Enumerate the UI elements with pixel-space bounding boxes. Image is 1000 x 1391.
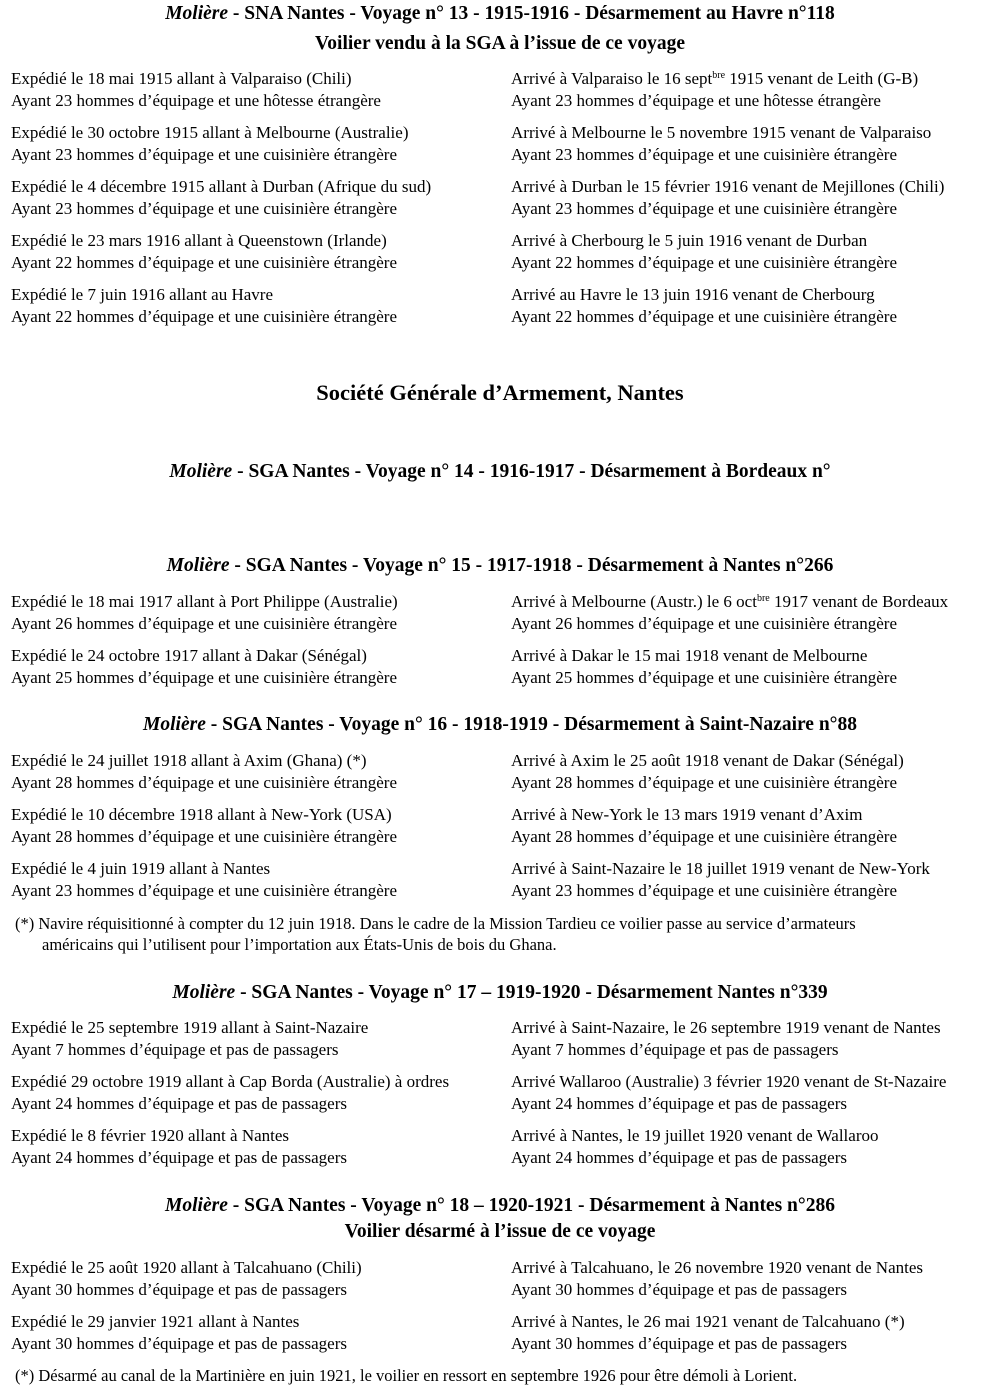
arrival-line: Arrivé à Nantes, le 19 juillet 1920 venant de Wallaroo (511, 1126, 879, 1145)
crew-line: Ayant 23 hommes d’équipage et une hôtesse étrangère (11, 91, 381, 110)
arrival-line: Arrivé à Melbourne (Austr.) le 6 oct$^{bre}$ 1917 venant de Bordeaux (511, 592, 949, 611)
arrival-entry (511, 230, 897, 274)
arrival-line: Arrivé à Durban le 15 février 1916 venant de Mejillones (Chili) (511, 177, 945, 196)
crew-line: Ayant 25 hommes d’équipage et une cuisinière étrangère (11, 668, 397, 687)
arrival-entry (511, 645, 897, 689)
departure-line: Expédié le 4 juin 1919 allant à Nantes (11, 859, 271, 878)
departure-entry (11, 68, 381, 112)
crew-line: Ayant 23 hommes d’équipage et une cuisinière étrangère (511, 199, 897, 218)
departure-line: Expédié le 4 décembre 1915 allant à Durban (Afrique du sud) (11, 177, 432, 196)
crew-line: Ayant 24 hommes d’équipage et pas de passagers (511, 1094, 847, 1113)
arrival-entry (511, 68, 918, 112)
arrival-entry (511, 1071, 946, 1115)
footnote-demolition (15, 1365, 975, 1386)
arrival-line: Arrivé au Havre le 13 juin 1916 venant de Cherbourg (511, 285, 875, 304)
voyage-title-text: - SGA Nantes - Voyage n° 18 – 1920-1921 - Désarmement à Nantes n°286 (227, 1195, 835, 1216)
ship-name: Molière (165, 3, 229, 24)
ship-name: Molière (165, 1195, 228, 1216)
crew-line: Ayant 26 hommes d’équipage et une cuisinière étrangère (11, 614, 397, 633)
arrival-entry (511, 858, 930, 902)
departure-entry (11, 122, 408, 166)
arrival-line: Arrivé à Cherbourg le 5 juin 1916 venant de Durban (511, 231, 868, 250)
crew-line: Ayant 24 hommes d’équipage et pas de passagers (11, 1148, 347, 1167)
arrival-entry (511, 1311, 905, 1355)
arrival-entry (511, 284, 897, 328)
arrival-line: Arrivé à Dakar le 15 mai 1918 venant de Melbourne (511, 646, 868, 665)
crew-line: Ayant 23 hommes d’équipage et une cuisinière étrangère (11, 199, 397, 218)
departure-entry (11, 176, 431, 220)
arrival-entry (511, 176, 944, 220)
voyage-title-text: - SGA Nantes - Voyage n° 14 - 1916-1917 - Désarmement à Bordeaux n° (232, 461, 831, 482)
crew-line: Ayant 7 hommes d’équipage et pas de passagers (511, 1040, 839, 1059)
crew-line: Ayant 22 hommes d’équipage et une cuisinière étrangère (511, 253, 897, 272)
departure-entry (11, 284, 397, 328)
departure-line: Expédié le 25 août 1920 allant à Talcahuano (Chili) (11, 1258, 362, 1277)
departure-line: Expédié le 24 juillet 1918 allant à Axim (Ghana) (*) (11, 751, 367, 770)
departure-line: Expédié le 24 octobre 1917 allant à Dakar (Sénégal) (11, 646, 367, 665)
crew-line: Ayant 23 hommes d’équipage et une cuisinière étrangère (11, 881, 397, 900)
voyage-title-text: - SGA Nantes - Voyage n° 16 - 1918-1919 - Désarmement à Saint-Nazaire n°88 (205, 714, 857, 735)
footnote-line: (*) Navire réquisitionné à compter du 12 juin 1918. Dans le cadre de la Mission Tardieu ce voilier passe au service d’armateurs (15, 914, 856, 933)
departure-entry (11, 1071, 449, 1115)
ship-name: Molière (166, 555, 230, 576)
arrival-line: Arrivé à Axim le 25 août 1918 venant de Dakar (Sénégal) (511, 751, 904, 770)
arrival-entry (511, 1125, 878, 1169)
departure-entry (11, 1125, 347, 1169)
crew-line: Ayant 30 hommes d’équipage et pas de passagers (511, 1280, 847, 1299)
departure-line: Expédié le 8 février 1920 allant à Nantes (11, 1126, 290, 1145)
voyage-18-subtitle: Voilier désarmé à l’issue de ce voyage (344, 1221, 656, 1242)
voyage-16-title (0, 712, 1000, 738)
arrival-line: Arrivé à Saint-Nazaire le 18 juillet 1919 venant de New-York (511, 859, 930, 878)
crew-line: Ayant 28 hommes d’équipage et une cuisinière étrangère (511, 827, 897, 846)
departure-entry (11, 1017, 368, 1061)
arrival-entry (511, 591, 948, 635)
company-heading: Société Générale d’Armement, Nantes (316, 380, 684, 405)
departure-line: Expédié le 23 mars 1916 allant à Queenstown (Irlande) (11, 231, 387, 250)
departure-entry (11, 1311, 347, 1355)
departure-line: Expédié le 18 mai 1917 allant à Port Philippe (Australie) (11, 592, 398, 611)
crew-line: Ayant 24 hommes d’équipage et pas de passagers (11, 1094, 347, 1113)
crew-line: Ayant 22 hommes d’équipage et une cuisinière étrangère (11, 253, 397, 272)
departure-entry (11, 750, 397, 794)
arrival-entry (511, 750, 904, 794)
voyage-title-text: - SGA Nantes - Voyage n° 15 - 1917-1918 - Désarmement à Nantes n°266 (229, 555, 834, 576)
departure-entry (11, 230, 397, 274)
voyage-13-title (0, 1, 1000, 27)
crew-line: Ayant 26 hommes d’équipage et une cuisinière étrangère (511, 614, 897, 633)
departure-line: Expédié le 10 décembre 1918 allant à New-York (USA) (11, 805, 392, 824)
crew-line: Ayant 23 hommes d’équipage et une cuisinière étrangère (511, 881, 897, 900)
ship-name: Molière (169, 461, 233, 482)
crew-line: Ayant 24 hommes d’équipage et pas de passagers (511, 1148, 847, 1167)
crew-line: Ayant 28 hommes d’équipage et une cuisinière étrangère (11, 773, 397, 792)
arrival-entry (511, 122, 931, 166)
crew-line: Ayant 23 hommes d’équipage et une cuisinière étrangère (511, 145, 897, 164)
arrival-entry (511, 1017, 941, 1061)
voyage-title-text: - SNA Nantes - Voyage n° 13 - 1915-1916 - Désarmement au Havre n°118 (228, 3, 835, 24)
departure-entry (11, 591, 398, 635)
arrival-line: Arrivé à Melbourne le 5 novembre 1915 venant de Valparaiso (511, 123, 932, 142)
voyage-14-title (0, 459, 1000, 485)
voyage-18-title (0, 1193, 1000, 1219)
voyage-17-title (0, 980, 1000, 1006)
departure-line: Expédié le 25 septembre 1919 allant à Saint-Nazaire (11, 1018, 369, 1037)
departure-entry (11, 1257, 362, 1301)
crew-line: Ayant 28 hommes d’équipage et une cuisinière étrangère (11, 827, 397, 846)
arrival-line: Arrivé à New-York le 13 mars 1919 venant d’Axim (511, 805, 863, 824)
departure-line: Expédié le 18 mai 1915 allant à Valparaiso (Chili) (11, 69, 352, 88)
crew-line: Ayant 25 hommes d’équipage et une cuisinière étrangère (511, 668, 897, 687)
departure-line: Expédié le 30 octobre 1915 allant à Melbourne (Australie) (11, 123, 409, 142)
arrival-line: Arrivé à Talcahuano, le 26 novembre 1920 venant de Nantes (511, 1258, 924, 1277)
departure-line: Expédié 29 octobre 1919 allant à Cap Borda (Australie) à ordres (11, 1072, 450, 1091)
ship-name: Molière (172, 982, 236, 1003)
voyage-title-text: - SGA Nantes - Voyage n° 17 – 1919-1920 - Désarmement Nantes n°339 (235, 982, 828, 1003)
crew-line: Ayant 30 hommes d’équipage et pas de passagers (11, 1280, 347, 1299)
crew-line: Ayant 30 hommes d’équipage et pas de passagers (11, 1334, 347, 1353)
departure-entry (11, 804, 397, 848)
crew-line: Ayant 23 hommes d’équipage et une hôtesse étrangère (511, 91, 881, 110)
arrival-entry (511, 1257, 923, 1301)
departure-line: Expédié le 7 juin 1916 allant au Havre (11, 285, 273, 304)
arrival-line: Arrivé Wallaroo (Australie) 3 février 1920 venant de St-Nazaire (511, 1072, 947, 1091)
voyage-13-subtitle: Voilier vendu à la SGA à l’issue de ce voyage (315, 33, 685, 54)
footnote-line: américains qui l’utilisent pour l’importation aux États-Unis de bois du Ghana. (42, 935, 557, 954)
crew-line: Ayant 23 hommes d’équipage et une cuisinière étrangère (11, 145, 397, 164)
crew-line: Ayant 7 hommes d’équipage et pas de passagers (11, 1040, 339, 1059)
crew-line: Ayant 22 hommes d’équipage et une cuisinière étrangère (11, 307, 397, 326)
arrival-line: Arrivé à Nantes, le 26 mai 1921 venant de Talcahuano (*) (511, 1312, 905, 1331)
crew-line: Ayant 30 hommes d’équipage et pas de passagers (511, 1334, 847, 1353)
footnote-requisition (15, 913, 975, 955)
arrival-entry (511, 804, 897, 848)
crew-line: Ayant 28 hommes d’équipage et une cuisinière étrangère (511, 773, 897, 792)
departure-entry (11, 858, 397, 902)
voyage-15-title (0, 553, 1000, 579)
departure-entry (11, 645, 397, 689)
departure-line: Expédié le 29 janvier 1921 allant à Nantes (11, 1312, 300, 1331)
arrival-line: Arrivé à Saint-Nazaire, le 26 septembre 1919 venant de Nantes (511, 1018, 941, 1037)
arrival-line: Arrivé à Valparaiso le 16 sept$^{bre}$ 1915 venant de Leith (G-B) (511, 69, 919, 88)
crew-line: Ayant 22 hommes d’équipage et une cuisinière étrangère (511, 307, 897, 326)
ship-name: Molière (143, 714, 206, 735)
footnote-line: (*) Désarmé au canal de la Martinière en juin 1921, le voilier en ressort en septembre 1926 pour être démoli à Lorient. (15, 1366, 798, 1385)
